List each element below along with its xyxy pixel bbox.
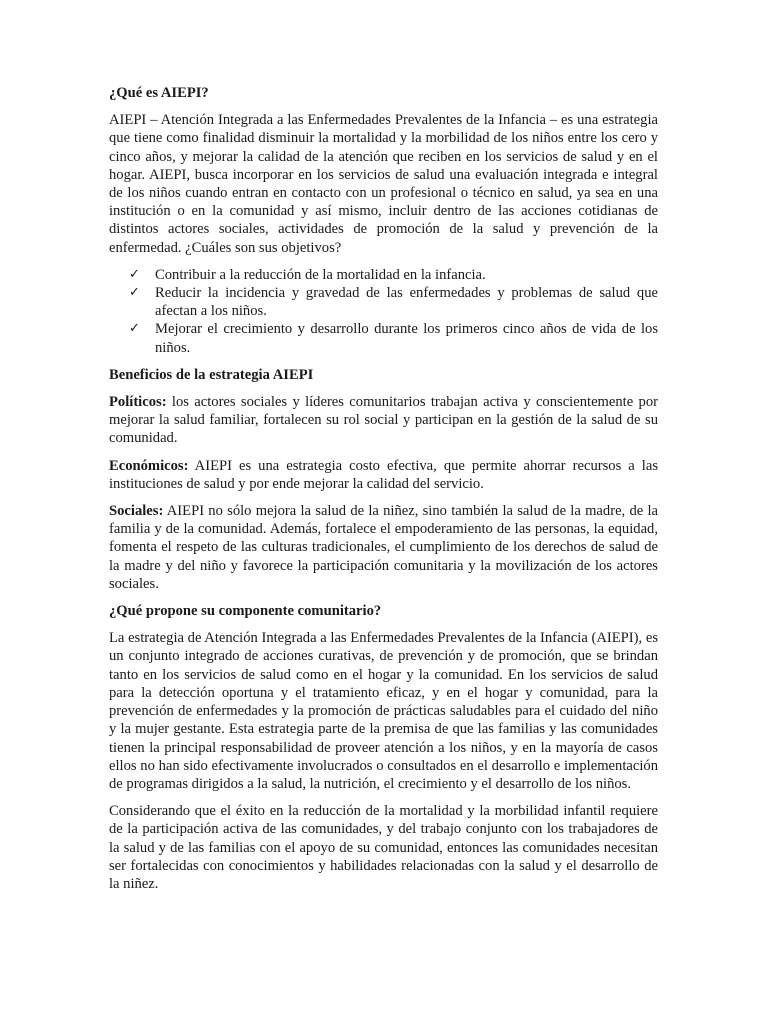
- benefit-label: Económicos:: [109, 457, 189, 474]
- benefit-text: los actores sociales y líderes comunitarios trabajan activa y conscientemente por mejorar la salud familiar, fortalecen su rol social y participan en la gestión de la salud de su comunidad.: [109, 394, 658, 447]
- checkmark-icon: ✓: [129, 285, 140, 301]
- benefit-label: Políticos:: [109, 394, 167, 411]
- heading-beneficios: Beneficios de la estrategia AIEPI: [109, 366, 314, 383]
- checkmark-icon: ✓: [129, 266, 140, 282]
- benefit-sociales: [109, 502, 658, 593]
- heading-que-es-aiepi: ¿Qué es AIEPI?: [109, 85, 209, 101]
- intro-paragraph: AIEPI – Atención Integrada a las Enfermedades Prevalentes de la Infancia – es una estrategia que tiene como finalidad disminuir la mortalidad y la morbilidad de los niños entre los cero y cinco años, y mejorar la calidad de la atención que reciben en los servicios de salud y en el hogar. AIEPI, busca incorporar en los servicios de salud una evaluación integrada e integral de los niños cuando entran en contacto con un profesional o técnico en salud, ya sea en una institución o en la comunidad y así mismo, incluir dentro de las acciones cotidianas de distintos actores sociales, actividades de promoción de la salud y prevención de la enfermedad. ¿Cuáles son sus objetivos?: [109, 112, 658, 256]
- objective-text: Contribuir a la reducción de la mortalidad en la infancia.: [155, 266, 486, 283]
- objective-text: Reducir la incidencia y gravedad de las enfermedades y problemas de salud que afectan a los niños.: [155, 285, 658, 320]
- list-item: [129, 320, 658, 356]
- benefit-text: AIEPI no sólo mejora la salud de la niñez, sino también la salud de la madre, de la familia y de la comunidad. Además, fortalece el empoderamiento de las personas, la equidad, fomenta el respeto de las culturas tradicionales, el cumplimiento de los derechos de salud de la madre y del niño y favorece la participación comunitaria y la movilización de los actores sociales.: [109, 503, 658, 592]
- objective-text: Mejorar el crecimiento y desarrollo durante los primeros cinco años de vida de los niños.: [155, 321, 658, 356]
- heading-componente-comunitario: ¿Qué propone su componente comunitario?: [109, 603, 382, 620]
- community-paragraph-1: La estrategia de Atención Integrada a las Enfermedades Prevalentes de la Infancia (AIEPI), es un conjunto integrado de acciones curativas, de prevención y de promoción, que se brindan tanto en los servicios de salud como en el hogar y la comunidad. En los servicios de salud para la detección oportuna y el tratamiento eficaz, y en el hogar y comunidad, para la prevención de enfermedades y la promoción de prácticas saludables para el cuidado del niño y la mujer gestante. Esta estrategia parte de la premisa de que las familias y las comunidades tienen la principal responsabilidad de proveer atención a los niños, y en la mayoría de casos ellos no han sido efectivamente involucrados o consultados en el desarrollo e implementación de programas dirigidos a la salud, la nutrición, el crecimiento y el desarrollo de los niños.: [109, 630, 658, 792]
- list-item: [129, 266, 658, 284]
- benefit-text: AIEPI es una estrategia costo efectiva, que permite ahorrar recursos a las instituciones de salud y por ende mejorar la calidad del servicio.: [109, 457, 658, 492]
- benefit-politicos: [109, 393, 658, 448]
- benefit-label: Sociales:: [109, 503, 164, 520]
- objectives-list: [109, 266, 658, 357]
- list-item: [129, 284, 658, 320]
- benefit-economicos: [109, 457, 658, 493]
- community-paragraph-2: Considerando que el éxito en la reducción de la mortalidad y la morbilidad infantil requiere de la participación activa de las comunidades, y del trabajo conjunto con los trabajadores de la salud y de las familias con el apoyo de su comunidad, entonces las comunidades necesitan ser fortalecidas con conocimientos y habilidades relacionadas con la salud y el desarrollo de la niñez.: [109, 803, 658, 892]
- checkmark-icon: ✓: [129, 321, 140, 337]
